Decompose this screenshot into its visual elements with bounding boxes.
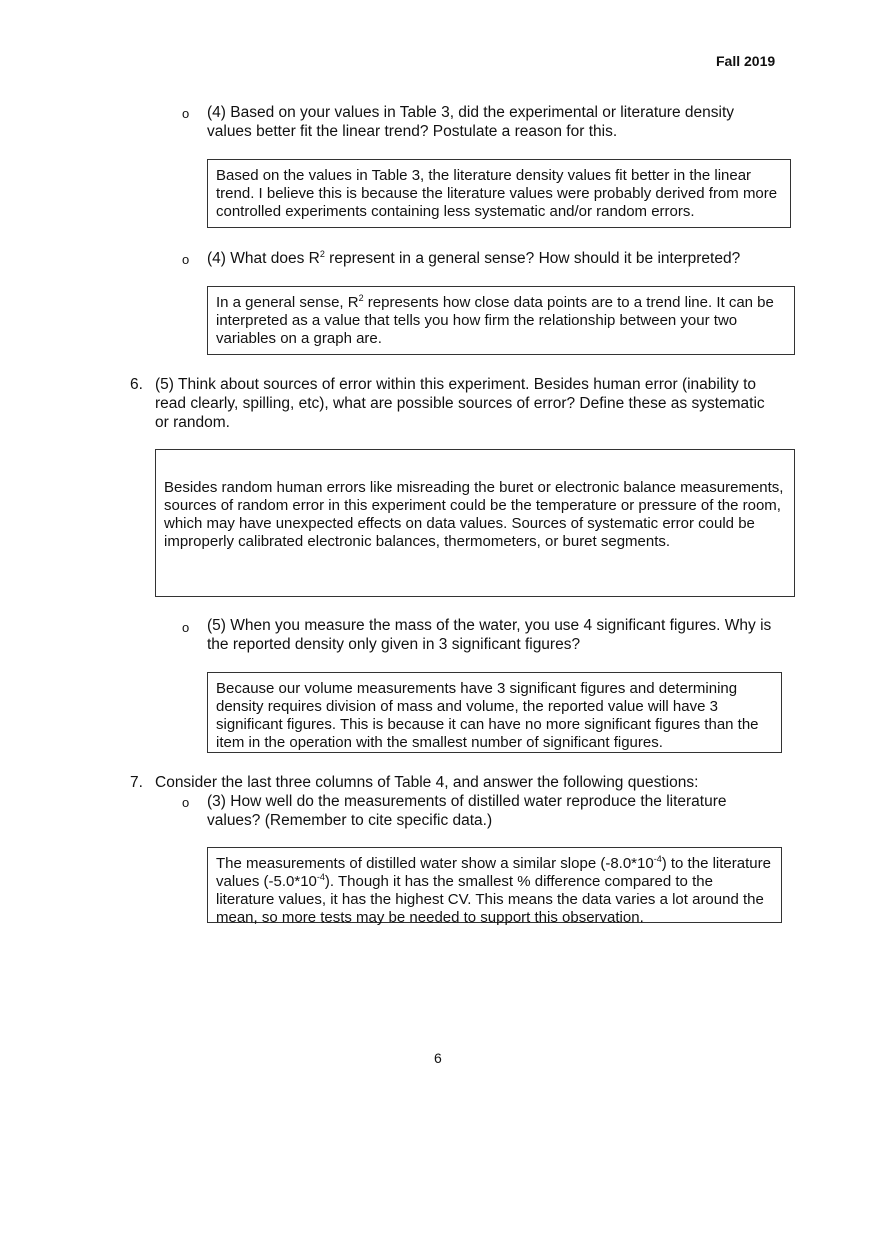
- bullet-marker: o: [182, 620, 190, 635]
- bullet-marker: o: [182, 795, 190, 810]
- answer-box-7: [207, 847, 782, 926]
- term-header: Fall 2019: [716, 53, 776, 69]
- question-r2-text-end: represent in a general sense? How should it be interpreted?: [324, 250, 741, 267]
- answer-7-text: The measurements of distilled water show a similar slope (-8.0*10: [216, 855, 654, 872]
- question-r2: [207, 249, 787, 268]
- superscript: 2: [358, 293, 364, 303]
- answer-box-6: [155, 449, 795, 597]
- superscript: -4: [316, 872, 325, 882]
- answer-density-fit: Based on the values in Table 3, the literature density values fit better in the linear trend. I believe this is because the literature values were probably derived from more controlled experiments containing less systematic and/or random errors.: [216, 167, 778, 220]
- question-number-7: 7.: [130, 774, 143, 791]
- question-7-intro: Consider the last three columns of Table 4, and answer the following questions:: [155, 774, 699, 791]
- answer-box-sigfigs: [207, 672, 782, 753]
- question-7: (3) How well do the measurements of distilled water reproduce the literature values? (Remember to cite specific data.): [207, 793, 727, 829]
- answer-r2: [216, 294, 786, 348]
- question-number-6: 6.: [130, 376, 143, 393]
- question-sigfigs: (5) When you measure the mass of the water, you use 4 significant figures. Why is the reported density only given in 3 significant figures?: [207, 617, 772, 653]
- bullet-marker: o: [182, 106, 190, 121]
- answer-box-density-fit: [207, 159, 791, 228]
- page-number: 6: [434, 1050, 442, 1066]
- superscript: -4: [653, 854, 662, 864]
- answer-box-r2: [207, 286, 795, 355]
- bullet-marker: o: [182, 252, 190, 267]
- answer-sigfigs: Because our volume measurements have 3 significant figures and determining density requires division of mass and volume, the reported value will have 3 significant figures. This is because it can have no more significant figures than the item in the operation with the smallest number of significant figures.: [216, 680, 759, 751]
- question-r2-text: (4) What does R: [207, 250, 320, 267]
- answer-6: Besides random human errors like misreading the buret or electronic balance measurements, sources of random error in this experiment could be the temperature or pressure of the room, which may have unexpected effects on data values. Sources of systematic error could be improperly calibrated electronic balances, thermometers, or buret segments.: [164, 479, 784, 550]
- superscript: 2: [319, 248, 325, 259]
- answer-7: [216, 855, 773, 927]
- question-density-fit: (4) Based on your values in Table 3, did the experimental or literature density values better fit the linear trend? Postulate a reason for this.: [207, 104, 735, 140]
- answer-7-text: ) to the literature values (-5.0*10: [216, 855, 771, 890]
- answer-r2-text: In a general sense, R: [216, 294, 359, 311]
- answer-r2-text-end: represents how close data points are to a trend line. It can be interpreted as a value that tells you how firm the relationship between your two variables on a graph are.: [216, 294, 774, 347]
- answer-7-text: ). Though it has the smallest % difference compared to the literature values, it has the highest CV. This means the data varies a lot around the mean, so more tests may be needed to support this observation.: [216, 873, 764, 926]
- question-6: (5) Think about sources of error within this experiment. Besides human error (inability to read clearly, spilling, etc), what are possible sources of error? Define these as systematic or random.: [155, 376, 765, 431]
